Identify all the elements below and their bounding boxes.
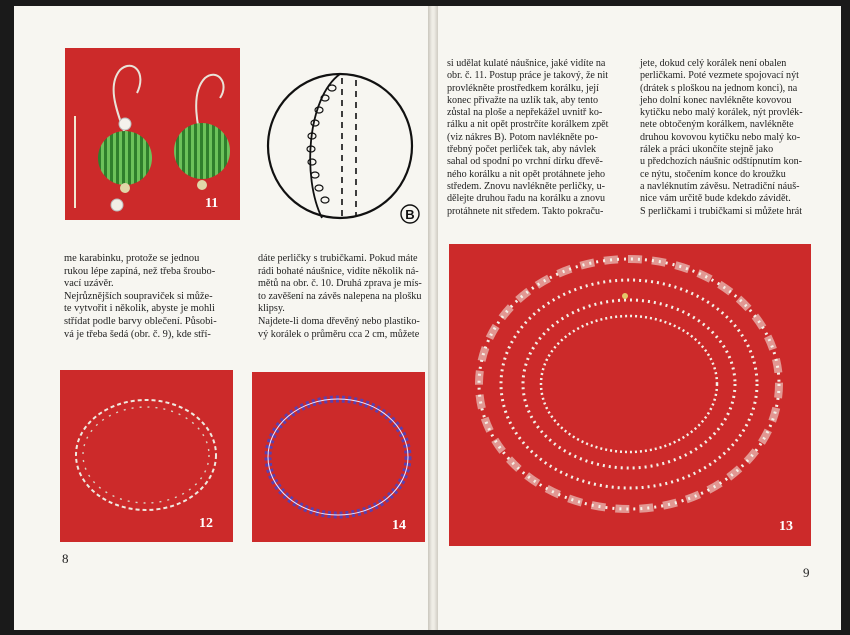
- text-line: mětů na obr. č. 10. Druhá zprava je mís-: [258, 278, 422, 290]
- text-line: provlékněte prostředkem korálku, její: [447, 82, 599, 94]
- figure-13-collar-photo: [449, 244, 811, 546]
- figure-b-label: B: [405, 207, 415, 222]
- text-line: S perličkami i trubičkami si můžete hrát: [640, 205, 803, 217]
- text-line: a navléknutím závěsu. Netradiční náuš-: [640, 180, 800, 192]
- figure-12-necklace-photo: [60, 370, 233, 542]
- page-number-left: 8: [62, 551, 69, 566]
- text-line: obr. č. 11. Postup práce je takový, že nit: [447, 70, 609, 82]
- figure-number: 13: [779, 519, 793, 534]
- figure-number: 14: [392, 518, 406, 533]
- text-line: me karabinku, protože se jednou: [64, 253, 200, 264]
- page-number-right: 9: [803, 565, 810, 580]
- text-line: vá je třeba šedá (obr. č. 9), kde stří-: [64, 328, 211, 340]
- text-line: vací uzávěr.: [64, 278, 114, 290]
- text-line: třebný počet perliček tak, aby návlek: [447, 144, 597, 156]
- text-line: vý korálek o průměru cca 2 cm, můžete: [258, 328, 420, 340]
- text-line: (drátek s ploškou na jednom konci), na: [640, 82, 798, 94]
- text-line: Nejrůznějších soupraviček si může-: [64, 290, 213, 302]
- text-line: dělejte druhou řadu na korálku a znovu: [447, 193, 606, 205]
- pearl-collar-illustration: [449, 244, 811, 546]
- text-line: kytičku nebo malý korálek, nýt provlék-: [640, 107, 803, 119]
- right-text-col2: [640, 58, 803, 218]
- figure-b-diagram: [262, 68, 427, 228]
- text-line: u předchozích náušnic odštípnutím kon-: [640, 156, 803, 168]
- text-line: ce nýtu, stočením konce do kroužku: [640, 168, 786, 180]
- text-line: nete obtočeným korálkem, navlékněte: [640, 119, 794, 131]
- bead-drawing: [262, 68, 427, 228]
- text-line: nice vám určitě bude kdekdo závidět.: [640, 193, 791, 205]
- text-line: středem. Znovu navlékněte perličky, u-: [447, 180, 605, 192]
- text-line: to zavěšení na závěs nalepena na plošku: [258, 290, 422, 302]
- text-line: klipsy.: [258, 303, 285, 315]
- right-text-col1: [447, 58, 608, 218]
- figure-14-necklace-photo: [252, 372, 425, 542]
- text-line: zůstal na ploše a nepřekážel uvnitř ko-: [447, 107, 603, 119]
- text-line: (viz nákres B). Potom navlékněte po-: [447, 131, 598, 143]
- text-line: rukou lépe zapíná, než třeba šroubo-: [64, 265, 216, 277]
- purple-necklace-illustration: [252, 372, 425, 542]
- text-line: dáte perličky s trubičkami. Pokud máte: [258, 253, 418, 264]
- earrings-illustration: [65, 48, 240, 220]
- text-line: ného korálku a nit opět protáhnete jeho: [447, 168, 606, 180]
- text-line: perličkami. Poté vezmete spojovací nýt: [640, 70, 799, 82]
- text-line: sahal od spodní po vrchní dírku dřevě-: [447, 156, 603, 168]
- text-line: střídat podle barvy oblečení. Působi-: [64, 315, 217, 327]
- text-line: rálku a nit opět prostrčíte korálkem zpět: [447, 119, 609, 131]
- text-line: te vytvořit i několik, abyste je mohli: [64, 303, 215, 315]
- left-text-col1: [64, 253, 217, 341]
- text-line: konec přivažte na uzlík tak, aby tento: [447, 94, 599, 106]
- book-gutter: [428, 6, 438, 630]
- figure-11-earrings-photo: [65, 48, 240, 220]
- text-line: rálek a práci ukončíte stejně jako: [640, 144, 774, 156]
- figure-number: 11: [205, 196, 219, 211]
- figure-number: 12: [199, 516, 213, 531]
- text-line: si udělat kulaté náušnice, jaké vidíte na: [447, 58, 606, 69]
- left-text-col2: [258, 253, 422, 341]
- text-line: Najdete-li doma dřevěný nebo plastiko-: [258, 315, 420, 327]
- text-line: druhou kovovou kytičku nebo malý ko-: [640, 131, 801, 143]
- text-line: jeho dolní konec navlékněte kovovou: [640, 94, 792, 106]
- text-line: protáhnete nit středem. Takto pokraču-: [447, 205, 604, 217]
- text-line: jete, dokud celý korálek není obalen: [640, 58, 787, 69]
- text-line: rádi bohaté náušnice, vidíte několik ná-: [258, 265, 419, 277]
